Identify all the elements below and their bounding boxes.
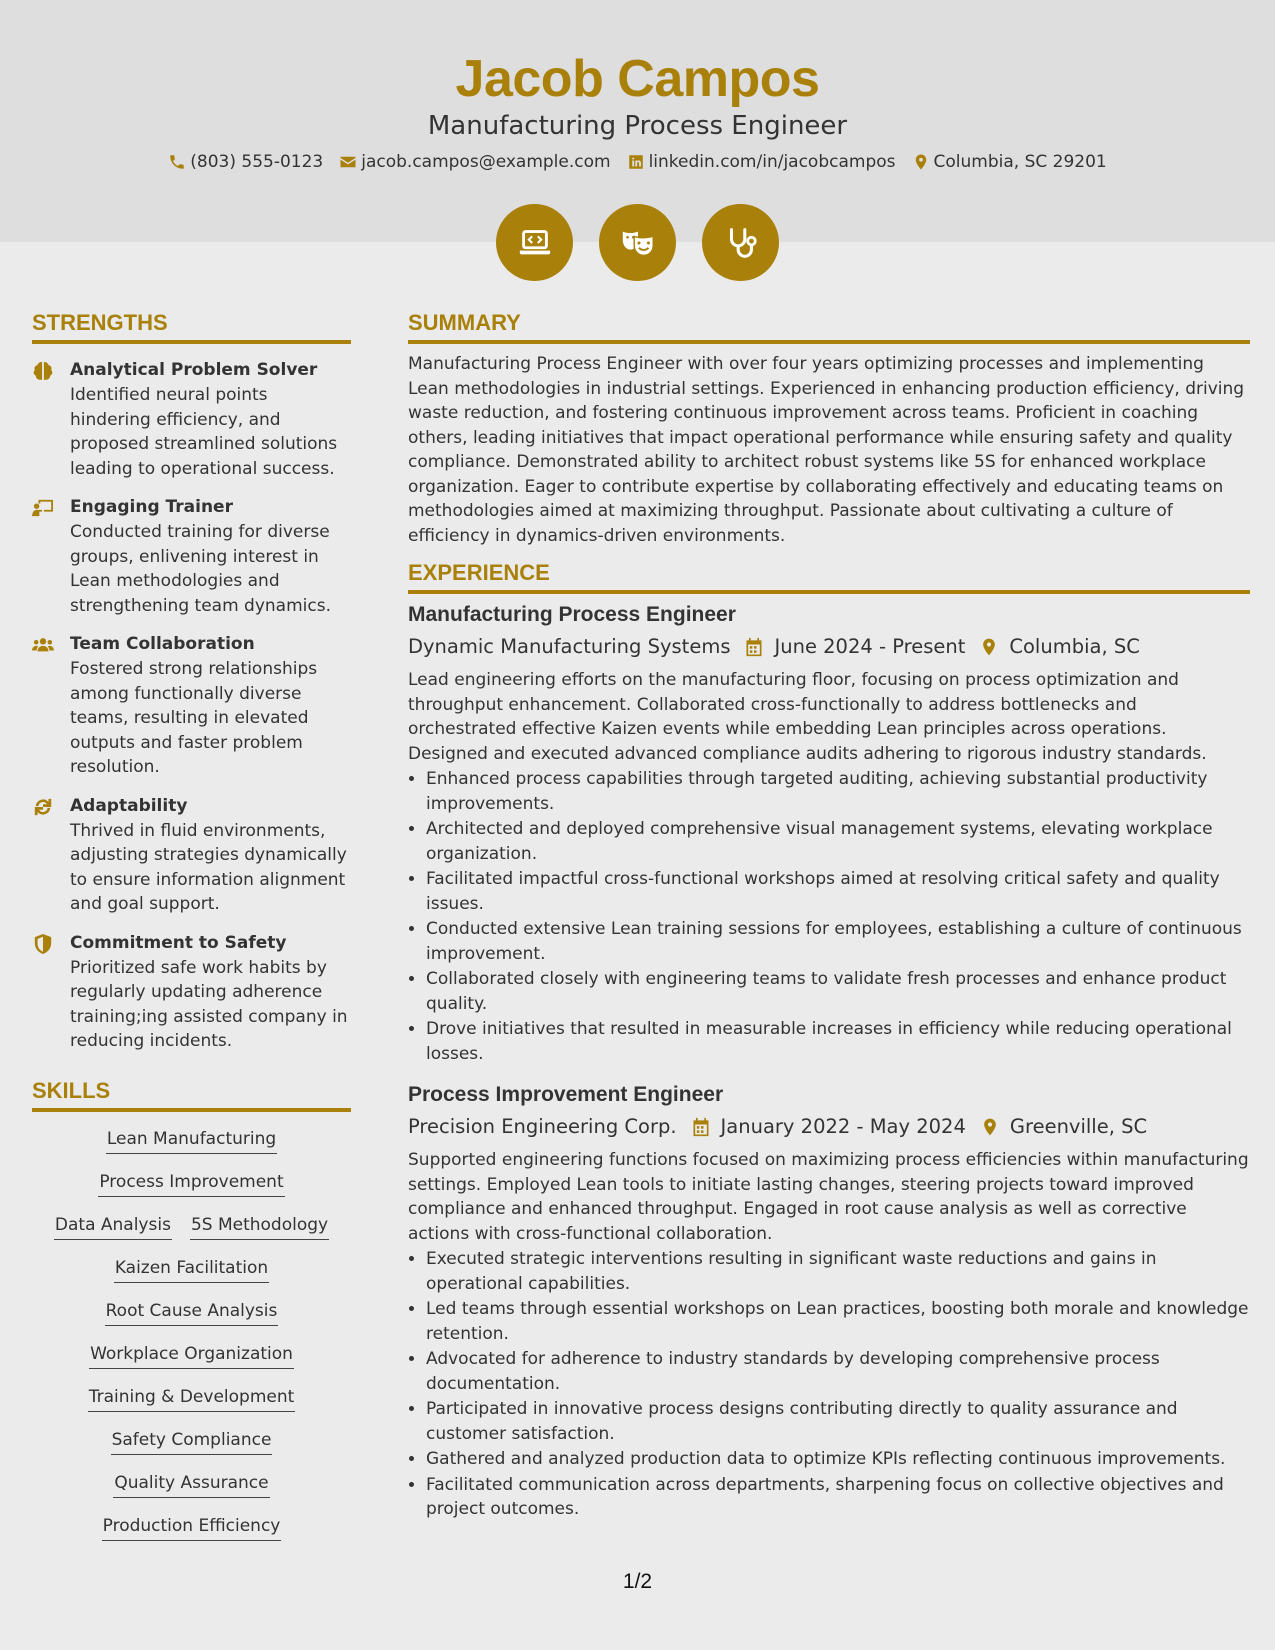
bullet-item: • Collaborated closely with engineering teams to validate fresh processes and enhance product quality. [426, 967, 1250, 1016]
job-meta [408, 632, 1250, 662]
bullet-item: • Enhanced process capabilities through targeted auditing, achieving substantial productivity improvements. [426, 767, 1250, 816]
skill-tag: Quality Assurance [113, 1470, 269, 1498]
bullet-item: • Executed strategic interventions resulting in significant waste reductions and gains in operational capabilities. [426, 1247, 1250, 1296]
skill-tag: Production Efficiency [102, 1513, 282, 1541]
candidate-name: Jacob Campos [455, 50, 820, 108]
sync-icon [32, 797, 54, 817]
stethoscope-icon [722, 224, 760, 262]
strength-title: Team Collaboration [70, 634, 255, 654]
experience-heading: EXPERIENCE [408, 558, 1250, 594]
phone-icon [168, 153, 186, 171]
strength-desc: Conducted training for diverse groups, enlivening interest in Lean methodologies and strengthening team dynamics. [70, 522, 331, 616]
strengths-heading: STRENGTHS [32, 308, 351, 344]
skill-tag: Data Analysis [54, 1212, 172, 1240]
job-entry [408, 600, 1250, 1066]
calendar-icon [744, 637, 764, 657]
contact-location [912, 152, 1107, 172]
job-bullets [426, 1247, 1250, 1522]
strength-desc: Identified neural points hindering efficiency, and proposed streamlined solutions leading to operational success. [70, 385, 338, 479]
job-entry [408, 1080, 1250, 1522]
contact-row [0, 152, 1275, 172]
skills-heading: SKILLS [32, 1076, 351, 1112]
map-marker-icon [979, 637, 999, 657]
interest-circle-coding [496, 204, 573, 281]
contact-linkedin[interactable] [627, 152, 896, 172]
strength-item [32, 358, 351, 481]
summary-text: Manufacturing Process Engineer with over four years optimizing processes and implementing Lean methodologies in industrial settings. Experienced in enhancing production efficiency, driving waste reduction, and fostering continuous improvement across teams. Proficient in coaching others, leading initiatives that impact operational performance while ensuring safety and quality compliance. Demonstrated ability to architect robust systems like 5S for enhanced workplace organization. Eager to contribute expertise by collaborating effectively and educating teams on methodologies aimed at maximizing throughput. Passionate about cultivating a culture of efficiency in dynamics-driven environments. [408, 354, 1245, 546]
brain-icon [32, 361, 54, 381]
strength-desc: Prioritized safe work habits by regularly updating adherence training;ing assisted company in reducing incidents. [70, 957, 348, 1051]
bullet-item: • Architected and deployed comprehensive visual management systems, elevating workplace organization. [426, 817, 1250, 866]
interest-circle-medical [702, 204, 779, 281]
job-company: Precision Engineering Corp. [408, 1115, 677, 1138]
strength-item [32, 794, 351, 917]
strength-item [32, 931, 351, 1054]
interest-icons [0, 204, 1275, 281]
strength-title: Adaptability [70, 795, 188, 816]
envelope-icon [339, 153, 357, 171]
job-dates: June 2024 - Present [774, 635, 966, 658]
strength-title: Engaging Trainer [70, 497, 233, 517]
job-title: Process Improvement Engineer [408, 1083, 724, 1106]
right-column [408, 308, 1250, 1522]
interest-circle-theater [599, 204, 676, 281]
email-text: jacob.campos@example.com [361, 152, 611, 172]
strength-title: Commitment to Safety [70, 932, 287, 953]
shield-icon [32, 934, 54, 954]
bullet-item: • Participated in innovative process designs contributing directly to quality assurance and customer satisfaction. [426, 1397, 1250, 1446]
map-marker-icon [980, 1117, 1000, 1137]
calendar-icon [691, 1117, 711, 1137]
page-number: 1/2 [622, 1570, 653, 1593]
bullet-item: • Facilitated communication across departments, sharpening focus on collective objectives and project outcomes. [426, 1473, 1250, 1522]
job-dates: January 2022 - May 2024 [720, 1115, 966, 1138]
skill-tag: Lean Manufacturing [106, 1126, 277, 1154]
bullet-item: • Conducted extensive Lean training sessions for employees, establishing a culture of continuous improvement. [426, 917, 1250, 966]
skill-tag: Safety Compliance [111, 1427, 273, 1455]
contact-email[interactable] [339, 152, 610, 172]
contact-phone[interactable] [168, 152, 323, 172]
skill-tag: Process Improvement [98, 1169, 284, 1197]
job-description: Supported engineering functions focused on maximizing process efficiencies within manufacturing settings. Employed Lean tools to initiate lasting changes, steering projects toward improved compliance and enhanced throughput. Engaged in root cause analysis as well as corrective actions with cross-functional collaboration. [408, 1150, 1249, 1244]
strength-title: Analytical Problem Solver [70, 360, 318, 380]
job-location: Greenville, SC [1009, 1115, 1148, 1138]
linkedin-text: linkedin.com/in/jacobcampos [648, 152, 896, 172]
job-bullets [426, 767, 1250, 1066]
bullet-item: • Advocated for adherence to industry standards by developing comprehensive process documentation. [426, 1347, 1250, 1396]
laptop-code-icon [516, 224, 554, 262]
left-column [32, 308, 351, 1556]
bullet-item: • Facilitated impactful cross-functional workshops aimed at resolving critical safety and quality issues. [426, 867, 1250, 916]
skills-list [32, 1126, 351, 1556]
skill-tag: Training & Development [88, 1384, 296, 1412]
job-company: Dynamic Manufacturing Systems [408, 635, 731, 658]
location-text: Columbia, SC 29201 [933, 152, 1107, 172]
strength-item [32, 632, 351, 780]
job-description: Lead engineering efforts on the manufacturing floor, focusing on process optimization and throughput enhancement. Collaborated cross-functionally to address bottlenecks and orchestrated effective Kaizen events while embedding Lean principles across operations. Designed and executed advanced compliance audits adhering to rigorous industry standards. [408, 670, 1207, 764]
skill-tag: Root Cause Analysis [105, 1298, 279, 1326]
candidate-title: Manufacturing Process Engineer [427, 111, 848, 141]
job-meta [408, 1112, 1250, 1142]
job-location: Columbia, SC [1009, 635, 1140, 658]
bullet-item: • Gathered and analyzed production data to optimize KPIs reflecting continuous improvements. [426, 1447, 1250, 1472]
skill-tag: Kaizen Facilitation [114, 1255, 269, 1283]
summary-heading: SUMMARY [408, 308, 1250, 344]
job-title: Manufacturing Process Engineer [408, 603, 736, 626]
skill-tag: 5S Methodology [190, 1212, 329, 1240]
skill-tag: Workplace Organization [89, 1341, 294, 1369]
phone-text: (803) 555-0123 [190, 152, 324, 172]
chalkboard-teacher-icon [32, 498, 54, 518]
linkedin-icon [627, 153, 645, 171]
users-icon [32, 635, 54, 655]
bullet-item: • Led teams through essential workshops on Lean practices, boosting both morale and knowledge retention. [426, 1297, 1250, 1346]
strength-item [32, 495, 351, 618]
bullet-item: • Drove initiatives that resulted in measurable increases in efficiency while reducing operational losses. [426, 1017, 1250, 1066]
strength-desc: Thrived in fluid environments, adjusting strategies dynamically to ensure information alignment and goal support. [70, 820, 347, 914]
strength-desc: Fostered strong relationships among functionally diverse teams, resulting in elevated outputs and faster problem resolution. [70, 659, 318, 777]
map-marker-icon [912, 153, 930, 171]
theater-masks-icon [619, 224, 657, 262]
